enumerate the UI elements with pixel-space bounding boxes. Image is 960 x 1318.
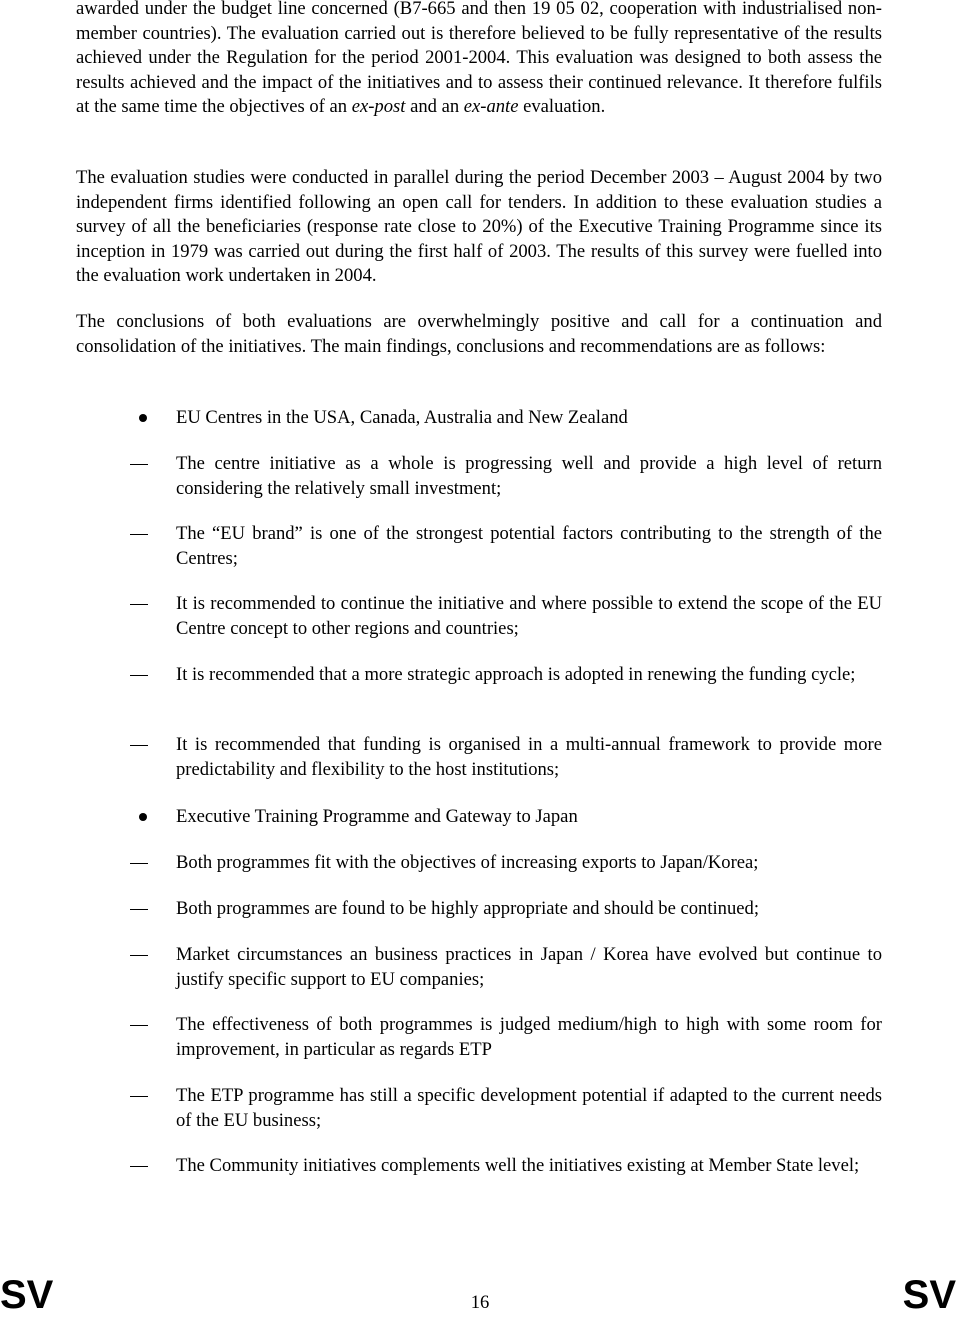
paragraph-text: awarded under the budget line concerned (B7-665 and then 19 05 02, cooperation with industrialised non-member countries). The evaluation carried out is therefore believed to be fully representative of the results achieved under the Regulation for the period 2001-2004. This evaluation was designed to both assess the results achieved and the impact of the initiatives and to assess their continued relevance. It therefore fulfils at the same time the objectives of an [76, 0, 882, 117]
dash-icon [130, 909, 148, 910]
list-item-dash [176, 592, 882, 641]
list-item-text: Market circumstances an business practices in Japan / Korea have evolved but continue to justify specific support to EU companies; [176, 944, 882, 990]
dash-icon [130, 675, 148, 676]
dash-icon [130, 1166, 148, 1167]
dash-icon [130, 955, 148, 956]
paragraph-evaluation-scope [76, 0, 882, 120]
paragraph-text: and an [405, 96, 464, 117]
footer-language-code-left: SV [0, 1273, 54, 1317]
list-item-text: It is recommended that funding is organised in a multi-annual framework to provide more predictability and flexibility to the host institutions; [176, 734, 882, 780]
page-number: 16 [470, 1292, 490, 1313]
list-item-dash [176, 663, 882, 688]
paragraph-evaluation-studies: The evaluation studies were conducted in parallel during the period December 2003 – August 2004 by two independent firms identified following an open call for tenders. In addition to these evaluation studies a survey of all the beneficiaries (response rate close to 20%) of the Executive Training Programme since its inception in 1979 was carried out during the first half of 2003. The results of this survey were fuelled into the evaluation work undertaken in 2004. [76, 167, 882, 286]
list-item-text: The “EU brand” is one of the strongest potential factors contributing to the strength of the Centres; [176, 523, 882, 569]
footer-language-code-right: SV [902, 1273, 956, 1317]
list-item-dash [176, 943, 882, 992]
list-item-text: The ETP programme has still a specific development potential if adapted to the current needs of the EU business; [176, 1085, 882, 1131]
list-item-dash [176, 851, 882, 876]
list-item-dash [176, 897, 882, 922]
list-item-text: The effectiveness of both programmes is judged medium/high to high with some room for improvement, in particular as regards ETP [176, 1014, 882, 1060]
list-item-text: It is recommended that a more strategic approach is adopted in renewing the funding cycle; [176, 664, 856, 685]
list-item-bullet [176, 406, 882, 431]
list-item-dash [176, 452, 882, 501]
bullet-icon [139, 813, 147, 821]
dash-icon [130, 745, 148, 746]
dash-icon [130, 534, 148, 535]
dash-icon [130, 1096, 148, 1097]
list-item-text: Both programmes fit with the objectives of increasing exports to Japan/Korea; [176, 852, 759, 873]
list-item-dash [176, 522, 882, 571]
list-item-dash [176, 1013, 882, 1062]
italic-term-ex-post: ex-post [351, 96, 406, 117]
list-item-dash [176, 1084, 882, 1133]
list-item-text: EU Centres in the USA, Canada, Australia and New Zealand [176, 407, 628, 428]
dash-icon [130, 464, 148, 465]
list-item-bullet [176, 805, 882, 830]
dash-icon [130, 863, 148, 864]
list-item-text: Executive Training Programme and Gateway to Japan [176, 806, 578, 827]
list-item-dash [176, 733, 882, 782]
paragraph-conclusions: The conclusions of both evaluations are overwhelmingly positive and call for a continuation and consolidation of the initiatives. The main findings, conclusions and recommendations are as follows: [76, 311, 882, 357]
list-item-text: The Community initiatives complements well the initiatives existing at Member State level; [176, 1155, 860, 1176]
list-item-text: Both programmes are found to be highly appropriate and should be continued; [176, 898, 759, 919]
paragraph-text: evaluation. [518, 96, 606, 117]
dash-icon [130, 604, 148, 605]
bullet-icon [139, 414, 147, 422]
italic-term-ex-ante: ex-ante [463, 96, 519, 117]
list-item-text: It is recommended to continue the initiative and where possible to extend the scope of the EU Centre concept to other regions and countries; [176, 593, 882, 639]
list-item-text: The centre initiative as a whole is progressing well and provide a high level of return considering the relatively small investment; [176, 453, 882, 499]
list-item-dash [176, 1154, 882, 1179]
dash-icon [130, 1025, 148, 1026]
